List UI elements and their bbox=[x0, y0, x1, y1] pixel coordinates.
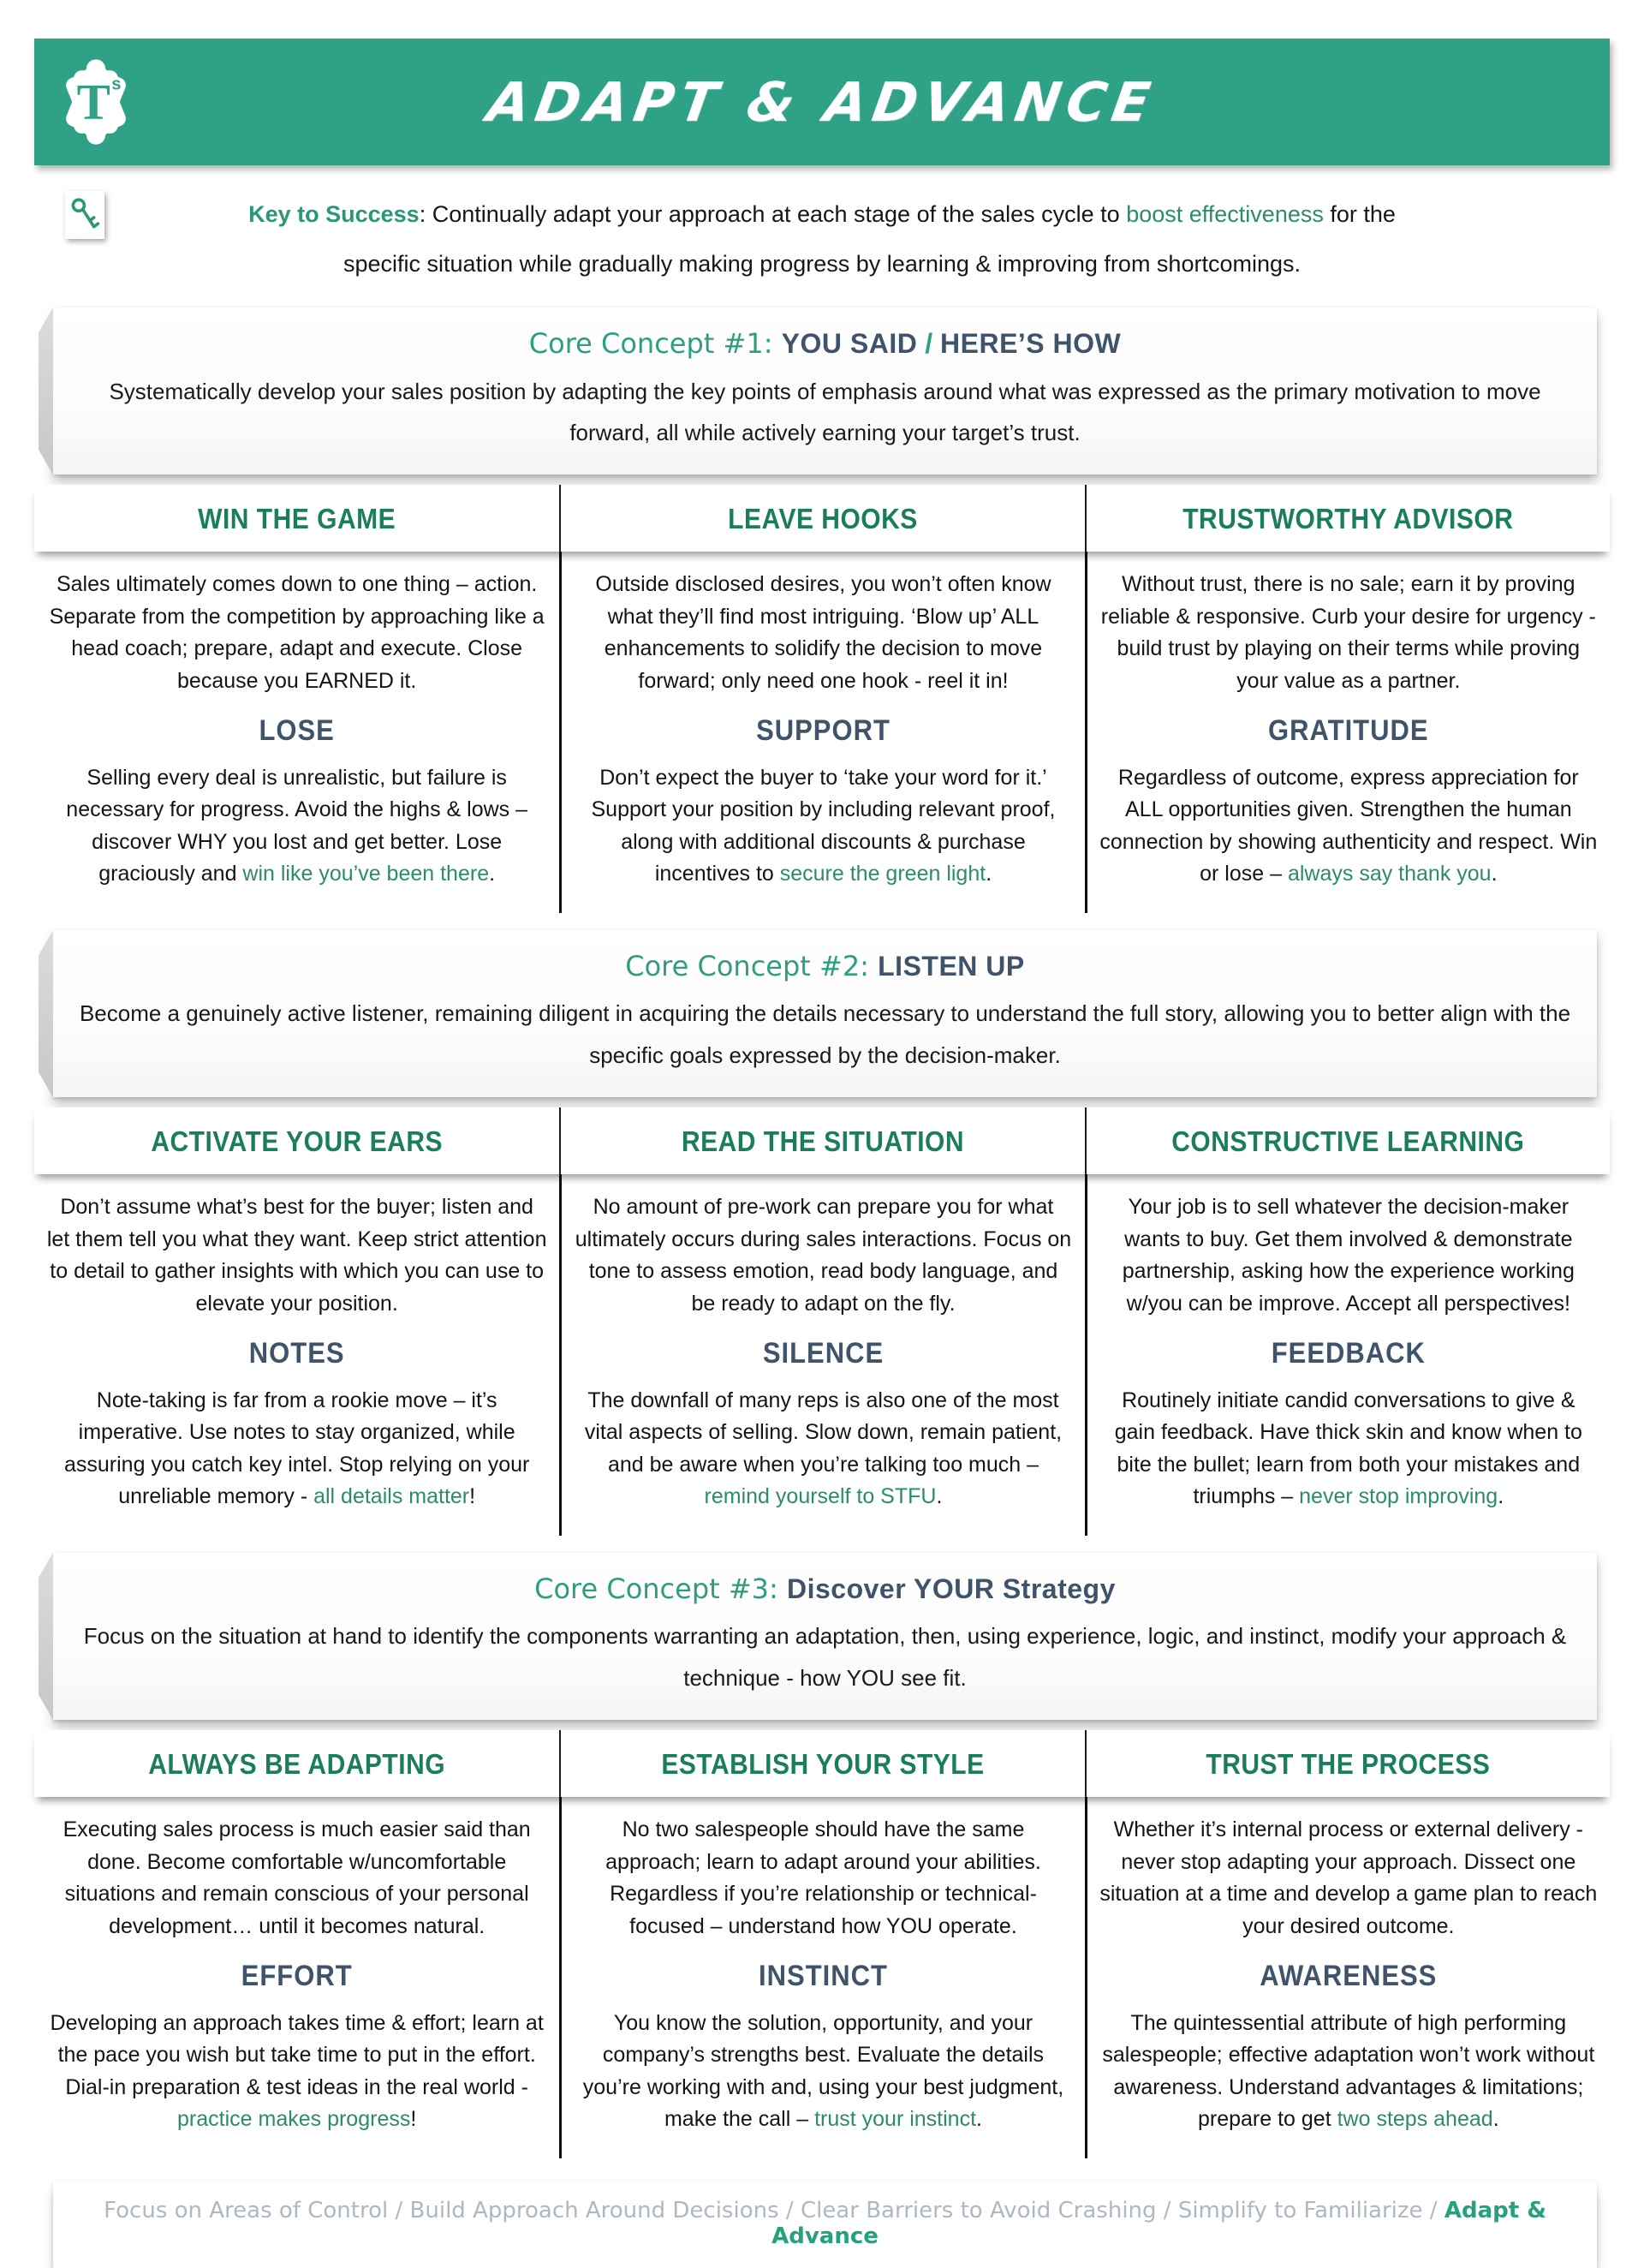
column-paragraph: Executing sales process is much easier said than done. Become comfortable w/uncomfortable situations and remain conscious of your personal development… until it becomes natural. bbox=[63, 1817, 531, 1938]
column-paragraph: Don’t expect the buyer to ‘take your word for it.’ Support your position by including relevant proof, along with additional discounts & purchase incentives to secure the green light. bbox=[591, 765, 1056, 886]
column-header: ESTABLISH YOUR STYLE bbox=[559, 1730, 1084, 1797]
concept-3-column-headers bbox=[34, 1730, 1610, 1797]
concept-3-description: Focus on the situation at hand to identify the components warranting an adaptation, then, using experience, logic, and instinct, modify your approach & technique - how YOU see fit. bbox=[83, 1623, 1567, 1692]
concept-3-label: Core Concept #3: bbox=[534, 1572, 787, 1605]
key-line-1 bbox=[120, 189, 1524, 239]
column-cell bbox=[559, 1174, 1084, 1536]
column-header: TRUST THE PROCESS bbox=[1085, 1730, 1610, 1797]
concept-2-columns bbox=[34, 1174, 1610, 1536]
concept-3-card bbox=[53, 1553, 1597, 1720]
gear-logo bbox=[57, 51, 135, 152]
concept-1-columns bbox=[34, 552, 1610, 913]
footer-item: Simplify to Familiarize bbox=[1177, 2197, 1423, 2223]
concept-1-card bbox=[53, 307, 1597, 474]
column-paragraph: No two salespeople should have the same approach; learn to adapt around your abilities. Regardless if you’re relationship or technical-focused – understand how YOU operate. bbox=[605, 1817, 1041, 1938]
column-header: LEAVE HOOKS bbox=[559, 485, 1084, 552]
column-header: ALWAYS BE ADAPTING bbox=[148, 1748, 446, 1781]
key-label: Key to Success bbox=[248, 201, 420, 227]
column-cell bbox=[1085, 1797, 1610, 2158]
column-subheading: SILENCE bbox=[762, 1336, 885, 1370]
footer-separator: / bbox=[1156, 2197, 1178, 2223]
column-header: TRUSTWORTHY ADVISOR bbox=[1085, 485, 1610, 552]
concept-1-description: Systematically develop your sales position by adapting the key points of emphasis around what was expressed as the primary motivation to move forward, all while actively earning your target’s trust. bbox=[109, 378, 1541, 446]
key-icon-card bbox=[65, 191, 104, 239]
concept-1-title-b: HERE’S HOW bbox=[940, 328, 1122, 359]
column-cell bbox=[34, 1174, 559, 1536]
concept-1-heading bbox=[79, 326, 1571, 362]
key-line-2: specific situation while gradually making progress by learning & improving from shortcomings. bbox=[343, 251, 1301, 278]
column-paragraph: Outside disclosed desires, you won’t often know what they’ll find most intriguing. ‘Blow up’ ALL enhancements to solidify the decision to move forward; only need one hook - reel it in! bbox=[595, 572, 1051, 693]
column-paragraph: You know the solution, opportunity, and your company’s strengths best. Evaluate the details you’re working with and, using your best judgment, make the call – trust your instinct. bbox=[582, 2010, 1064, 2132]
column-paragraph: Don’t assume what’s best for the buyer; listen and let them tell you what they want. Keep strict attention to detail to gather insights with which you can use to elevate your position. bbox=[46, 1195, 547, 1316]
concept-3-heading bbox=[79, 1572, 1571, 1608]
column-subheading: FEEDBACK bbox=[1271, 1336, 1426, 1370]
column-cell bbox=[559, 1797, 1084, 2158]
infographic-page bbox=[0, 39, 1644, 2249]
column-header: WIN THE GAME bbox=[198, 504, 396, 536]
column-paragraph: Your job is to sell whatever the decision-maker wants to buy. Get them involved & demonstrate partnership, asking how the experience working w/you can be improve. Accept all perspectives! bbox=[1122, 1195, 1575, 1316]
footer-item-highlight: Adapt & Advance bbox=[771, 2197, 1546, 2249]
column-paragraph: Regardless of outcome, express appreciation for ALL opportunities given. Strengthen the human connection by showing authenticity and respect. Win or lose – always say thank you. bbox=[1099, 765, 1598, 886]
column-subheading: LOSE bbox=[259, 713, 335, 748]
footer-bar bbox=[53, 2181, 1597, 2268]
footer-item: Focus on Areas of Control bbox=[104, 2197, 389, 2223]
column-subheading: SUPPORT bbox=[756, 713, 890, 748]
column-paragraph: Developing an approach takes time & effort; learn at the pace you wish but take time to put in the effort. Dial-in preparation & test ideas in the real world - practice makes progress! bbox=[50, 2010, 544, 2132]
concept-3-columns bbox=[34, 1797, 1610, 2158]
key-seg2: for the bbox=[1323, 201, 1396, 227]
column-cell bbox=[34, 552, 559, 913]
column-paragraph: Sales ultimately comes down to one thing – action. Separate from the competition by approaching like a head coach; prepare, adapt and execute. Close because you EARNED it. bbox=[49, 572, 545, 693]
column-subheading: NOTES bbox=[248, 1336, 345, 1370]
logo-letter: T bbox=[76, 75, 110, 131]
footer-separator: / bbox=[388, 2197, 410, 2223]
column-header: READ THE SITUATION bbox=[559, 1107, 1084, 1174]
key-seg1: : Continually adapt your approach at each stage of the sales cycle to bbox=[419, 201, 1127, 227]
key-highlight: boost effectiveness bbox=[1126, 201, 1324, 227]
footer-separator: / bbox=[778, 2197, 801, 2223]
column-paragraph: Selling every deal is unrealistic, but failure is necessary for progress. Avoid the highs & lows – discover WHY you lost and get better. Lose graciously and win like you’ve been there. bbox=[66, 765, 528, 886]
concept-2-heading bbox=[79, 949, 1571, 985]
column-paragraph: No amount of pre-work can prepare you for what ultimately occurs during sales interactions. Focus on tone to assess emotion, read body language, and be ready to adapt on the fly. bbox=[575, 1195, 1072, 1316]
concept-1-column-headers bbox=[34, 485, 1610, 552]
column-header: ACTIVATE YOUR EARS bbox=[151, 1126, 444, 1159]
concept-2-label: Core Concept #2: bbox=[625, 949, 879, 982]
header-banner bbox=[34, 39, 1610, 165]
column-subheading: AWARENESS bbox=[1260, 1959, 1438, 1992]
footer-item: Build Approach Around Decisions bbox=[409, 2197, 779, 2223]
concept-2-column-headers bbox=[34, 1107, 1610, 1174]
key-to-success-text bbox=[120, 189, 1524, 289]
concept-2-title-a: LISTEN UP bbox=[878, 950, 1025, 982]
column-paragraph: Routinely initiate candid conversations to give & gain feedback. Have thick skin and know when to bite the bullet; learn from both your mistakes and triumphs – never stop improving. bbox=[1114, 1388, 1582, 1509]
footer-item: Clear Barriers to Avoid Crashing bbox=[800, 2197, 1157, 2223]
column-cell bbox=[34, 1797, 559, 2158]
concept-2-card bbox=[53, 930, 1597, 1097]
key-to-success-section bbox=[0, 189, 1644, 290]
column-subheading: EFFORT bbox=[241, 1959, 353, 1992]
concept-1-slash: / bbox=[917, 328, 940, 359]
concept-2-description: Become a genuinely active listener, remaining diligent in acquiring the details necessary to understand the full story, allowing you to better align with the specific goals expressed by the decision-maker. bbox=[79, 1000, 1571, 1069]
concept-3-title-a: Discover YOUR Strategy bbox=[786, 1573, 1116, 1604]
column-subheading: INSTINCT bbox=[759, 1959, 888, 1992]
page-title: ADAPT & ADVANCE bbox=[483, 70, 1161, 134]
concept-1-title-a: YOU SAID bbox=[781, 328, 918, 359]
logo-superscript: s bbox=[111, 75, 122, 94]
column-subheading: GRATITUDE bbox=[1268, 713, 1429, 748]
column-paragraph: Without trust, there is no sale; earn it by proving reliable & responsive. Curb your desire for urgency - build trust by playing on their terms while proving your value as a partner. bbox=[1100, 572, 1596, 693]
footer-separator: / bbox=[1422, 2197, 1444, 2223]
column-paragraph: The quintessential attribute of high performing salespeople; effective adaptation won’t work without awareness. Understand advantages & limitations; prepare to get two steps ahead. bbox=[1102, 2010, 1595, 2132]
column-cell bbox=[1085, 1174, 1610, 1536]
column-cell bbox=[559, 552, 1084, 913]
column-header: CONSTRUCTIVE LEARNING bbox=[1085, 1107, 1610, 1174]
column-paragraph: Note-taking is far from a rookie move – it’s imperative. Use notes to stay organized, while assuring you catch key intel. Stop relying on your unreliable memory - all details matter! bbox=[63, 1388, 530, 1509]
key-icon bbox=[69, 196, 100, 234]
concept-1-label: Core Concept #1: bbox=[528, 327, 782, 360]
column-cell bbox=[1085, 552, 1610, 913]
column-paragraph: The downfall of many reps is also one of the most vital aspects of selling. Slow down, remain patient, and be aware when you’re talking too much – remind yourself to STFU. bbox=[584, 1388, 1063, 1509]
column-paragraph: Whether it’s internal process or external delivery - never stop adapting your approach. Dissect one situation at a time and develop a game plan to reach your desired outcome. bbox=[1099, 1817, 1598, 1938]
